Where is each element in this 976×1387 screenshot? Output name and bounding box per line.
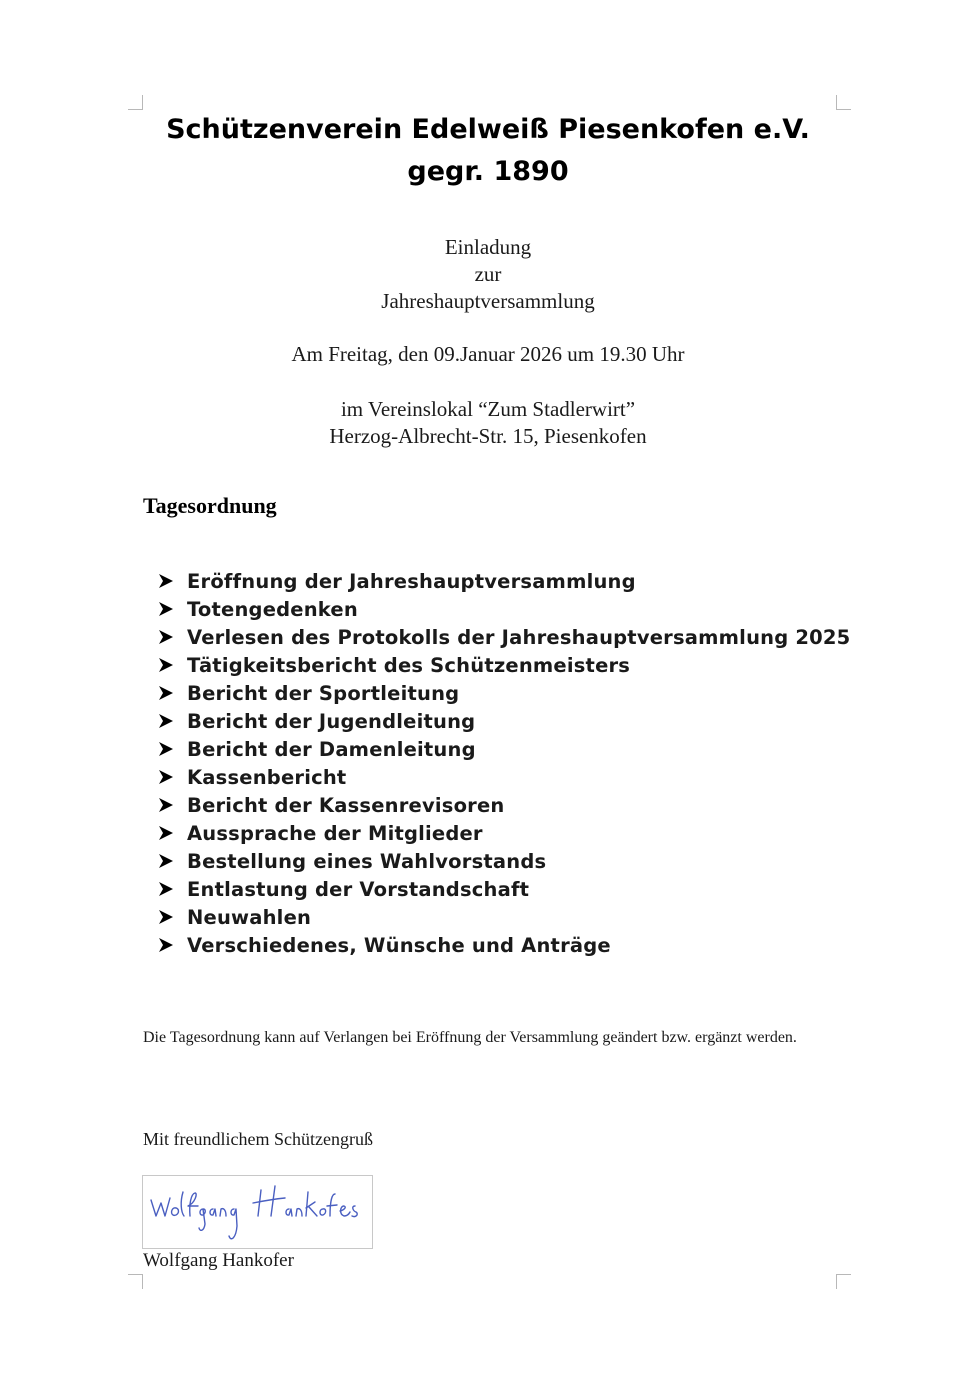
agenda-item <box>157 623 850 651</box>
agenda-item-label: Bestellung eines Wahlvorstands <box>187 849 547 873</box>
handwritten-signature <box>143 1176 372 1248</box>
club-name-title: Schützenverein Edelweiß Piesenkofen e.V. <box>166 114 810 145</box>
agenda-item-label: Bericht der Kassenrevisoren <box>187 793 505 817</box>
agenda-item <box>157 763 850 791</box>
arrow-bullet-icon <box>157 796 175 814</box>
arrow-bullet-icon <box>157 880 175 898</box>
agenda-item-label: Entlastung der Vorstandschaft <box>187 877 530 901</box>
signer-name: Wolfgang Hankofer <box>143 1250 294 1271</box>
invitation-line-1: Einladung <box>444 235 532 259</box>
agenda-item <box>157 595 850 623</box>
agenda-item-label: Bericht der Jugendleitung <box>187 709 476 733</box>
margin-corner-top-left <box>128 95 143 110</box>
founded-subtitle: gegr. 1890 <box>407 156 569 187</box>
arrow-bullet-icon <box>157 684 175 702</box>
agenda-item <box>157 735 850 763</box>
agenda-item-label: Aussprache der Mitglieder <box>187 821 483 845</box>
meeting-venue: im Vereinslokal “Zum Stadlerwirt” <box>340 397 636 421</box>
closing-greeting: Mit freundlichem Schützengruß <box>143 1129 373 1149</box>
agenda-item <box>157 875 850 903</box>
signature-box <box>142 1175 373 1249</box>
agenda-item <box>157 651 850 679</box>
agenda-item-label: Totengedenken <box>187 597 358 621</box>
agenda-item <box>157 847 850 875</box>
agenda-item <box>157 707 850 735</box>
arrow-bullet-icon <box>157 768 175 786</box>
agenda-item-label: Verschiedenes, Wünsche und Anträge <box>187 933 611 957</box>
agenda-note: Die Tagesordnung kann auf Verlangen bei Eröffnung der Versammlung geändert bzw. ergänzt werden. <box>143 1029 797 1046</box>
agenda-item-label: Kassenbericht <box>187 765 347 789</box>
agenda-item <box>157 567 850 595</box>
agenda-item <box>157 791 850 819</box>
arrow-bullet-icon <box>157 628 175 646</box>
invitation-line-2: zur <box>474 262 502 286</box>
margin-corner-bottom-left <box>128 1274 143 1289</box>
invitation-line-3: Jahreshauptversammlung <box>381 289 595 313</box>
arrow-bullet-icon <box>157 656 175 674</box>
meeting-date: Am Freitag, den 09.Januar 2026 um 19.30 Uhr <box>291 342 685 366</box>
arrow-bullet-icon <box>157 572 175 590</box>
agenda-item-label: Neuwahlen <box>187 905 312 929</box>
agenda-item-label: Tätigkeitsbericht des Schützenmeisters <box>187 653 631 677</box>
arrow-bullet-icon <box>157 936 175 954</box>
margin-corner-bottom-right <box>836 1274 851 1289</box>
agenda-item <box>157 679 850 707</box>
agenda-list <box>157 567 850 959</box>
agenda-item <box>157 903 850 931</box>
arrow-bullet-icon <box>157 908 175 926</box>
arrow-bullet-icon <box>157 740 175 758</box>
arrow-bullet-icon <box>157 600 175 618</box>
margin-corner-top-right <box>836 95 851 110</box>
agenda-item <box>157 819 850 847</box>
arrow-bullet-icon <box>157 824 175 842</box>
agenda-item-label: Verlesen des Protokolls der Jahreshauptversammlung 2025 <box>187 625 851 649</box>
arrow-bullet-icon <box>157 712 175 730</box>
agenda-item-label: Bericht der Damenleitung <box>187 737 476 761</box>
agenda-heading: Tagesordnung <box>143 493 277 518</box>
meeting-address: Herzog-Albrecht-Str. 15, Piesenkofen <box>329 424 647 448</box>
agenda-item-label: Eröffnung der Jahreshauptversammlung <box>187 569 636 593</box>
agenda-item-label: Bericht der Sportleitung <box>187 681 460 705</box>
arrow-bullet-icon <box>157 852 175 870</box>
agenda-item <box>157 931 850 959</box>
